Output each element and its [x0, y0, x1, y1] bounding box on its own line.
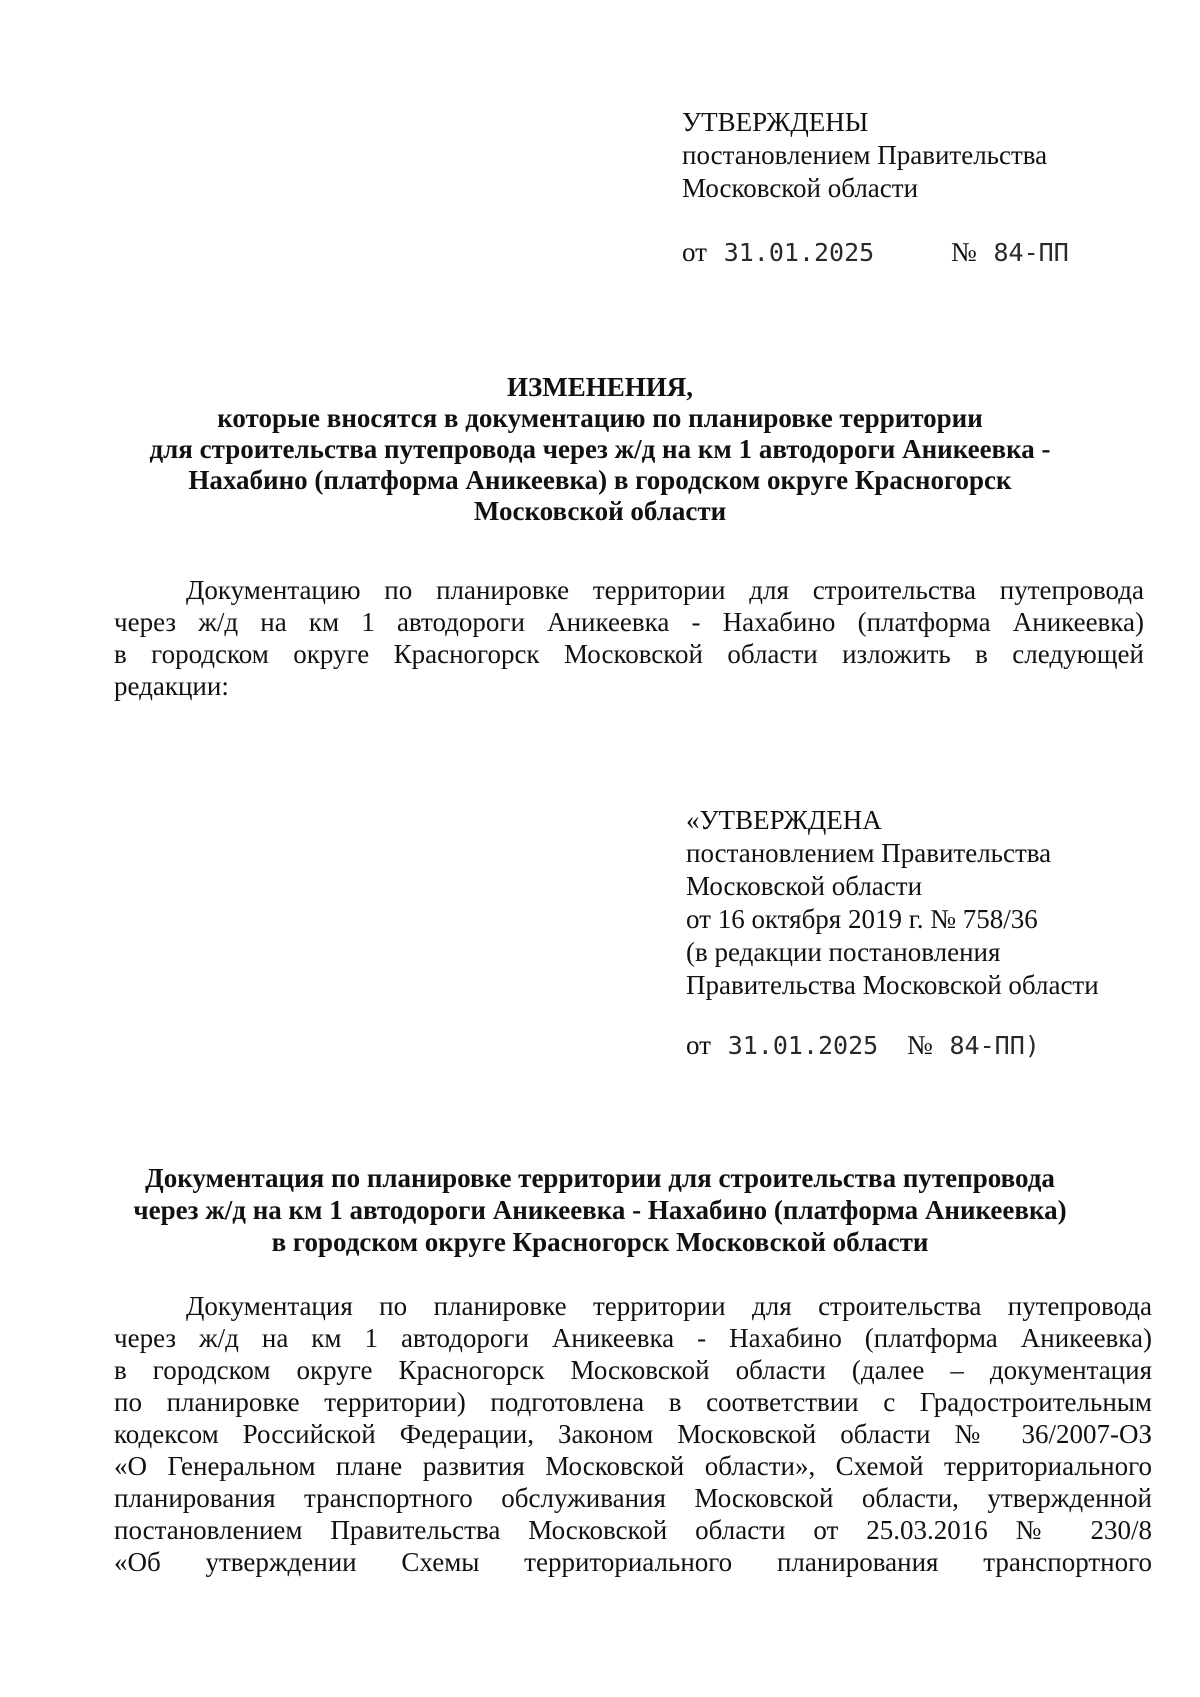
paragraph-line: в городском округе Красногорск Московской области изложить в следующей — [114, 639, 1144, 669]
approval-revision-line: Правительства Московской области — [686, 970, 1099, 1000]
approval-heading: «УТВЕРЖДЕНА — [686, 805, 882, 835]
title-line: Документация по планировке территории для строительства путепровода — [145, 1163, 1055, 1193]
approval-block-top — [682, 106, 1047, 205]
approval-block-mid — [686, 804, 1099, 1002]
paragraph-line: редакции: — [114, 671, 229, 701]
body-paragraph — [114, 1290, 1152, 1578]
approval-original-date: от 16 октября 2019 г. № 758/36 — [686, 904, 1038, 934]
approval-date-number-top — [682, 237, 1069, 268]
paragraph-line: постановлением Правительства Московской области от 25.03.2016 № 230/8 — [114, 1515, 1152, 1545]
documentation-title — [100, 1162, 1100, 1258]
approval-region-line: Московской области — [686, 871, 923, 901]
date-prefix: от — [682, 237, 707, 267]
title-heading: ИЗМЕНЕНИЯ, — [506, 372, 693, 402]
approval-by-line: постановлением Правительства — [686, 838, 1052, 868]
title-line: через ж/д на км 1 автодороги Аникеевка - Нахабино (платформа Аникеевка) — [133, 1195, 1067, 1225]
approval-heading: УТВЕРЖДЕНЫ — [682, 107, 869, 137]
approval-by-line: постановлением Правительства — [682, 140, 1048, 170]
paragraph-line: в городском округе Красногорск Московской области (далее – документация — [114, 1355, 1152, 1385]
number-prefix: № — [906, 1030, 933, 1060]
approval-region-line: Московской области — [682, 173, 919, 203]
number-prefix: № — [950, 237, 977, 267]
approval-number: 84-ПП — [993, 238, 1069, 267]
closing-parenthesis: ) — [1024, 1031, 1040, 1060]
title-line: Нахабино (платформа Аникеевка) в городском округе Красногорск — [188, 465, 1012, 495]
title-line: Московской области — [473, 496, 727, 526]
title-line: для строительства путепровода через ж/д на км 1 автодороги Аникеевка - — [149, 434, 1051, 464]
intro-paragraph — [114, 574, 1144, 702]
title-line: в городском округе Красногорск Московской области — [271, 1227, 929, 1257]
approval-date: 31.01.2025 — [727, 1031, 879, 1060]
paragraph-line: «О Генеральном плане развития Московской области», Схемой территориального — [114, 1451, 1152, 1481]
approval-date: 31.01.2025 — [723, 238, 875, 267]
paragraph-line: через ж/д на км 1 автодороги Аникеевка - Нахабино (платформа Аникеевка) — [114, 1323, 1152, 1353]
date-prefix: от — [686, 1030, 711, 1060]
paragraph-line: Документацию по планировке территории для строительства путепровода — [186, 575, 1144, 605]
paragraph-line: «Об утверждении Схемы территориального планирования транспортного — [114, 1547, 1152, 1577]
title-line: которые вносятся в документацию по планировке территории — [217, 403, 983, 433]
paragraph-line: через ж/д на км 1 автодороги Аникеевка - Нахабино (платформа Аникеевка) — [114, 607, 1144, 637]
paragraph-line: Документация по планировке территории для строительства путепровода — [186, 1291, 1152, 1321]
approval-number: 84-ПП — [949, 1031, 1025, 1060]
document-title — [100, 372, 1100, 527]
paragraph-line: кодексом Российской Федерации, Законом Московской области № 36/2007-ОЗ — [114, 1419, 1152, 1449]
approval-date-number-mid — [686, 1030, 1040, 1061]
paragraph-line: по планировке территории) подготовлена в соответствии с Градостроительным — [114, 1387, 1152, 1417]
paragraph-line: планирования транспортного обслуживания Московской области, утвержденной — [114, 1483, 1152, 1513]
approval-revision-line: (в редакции постановления — [686, 937, 1001, 967]
